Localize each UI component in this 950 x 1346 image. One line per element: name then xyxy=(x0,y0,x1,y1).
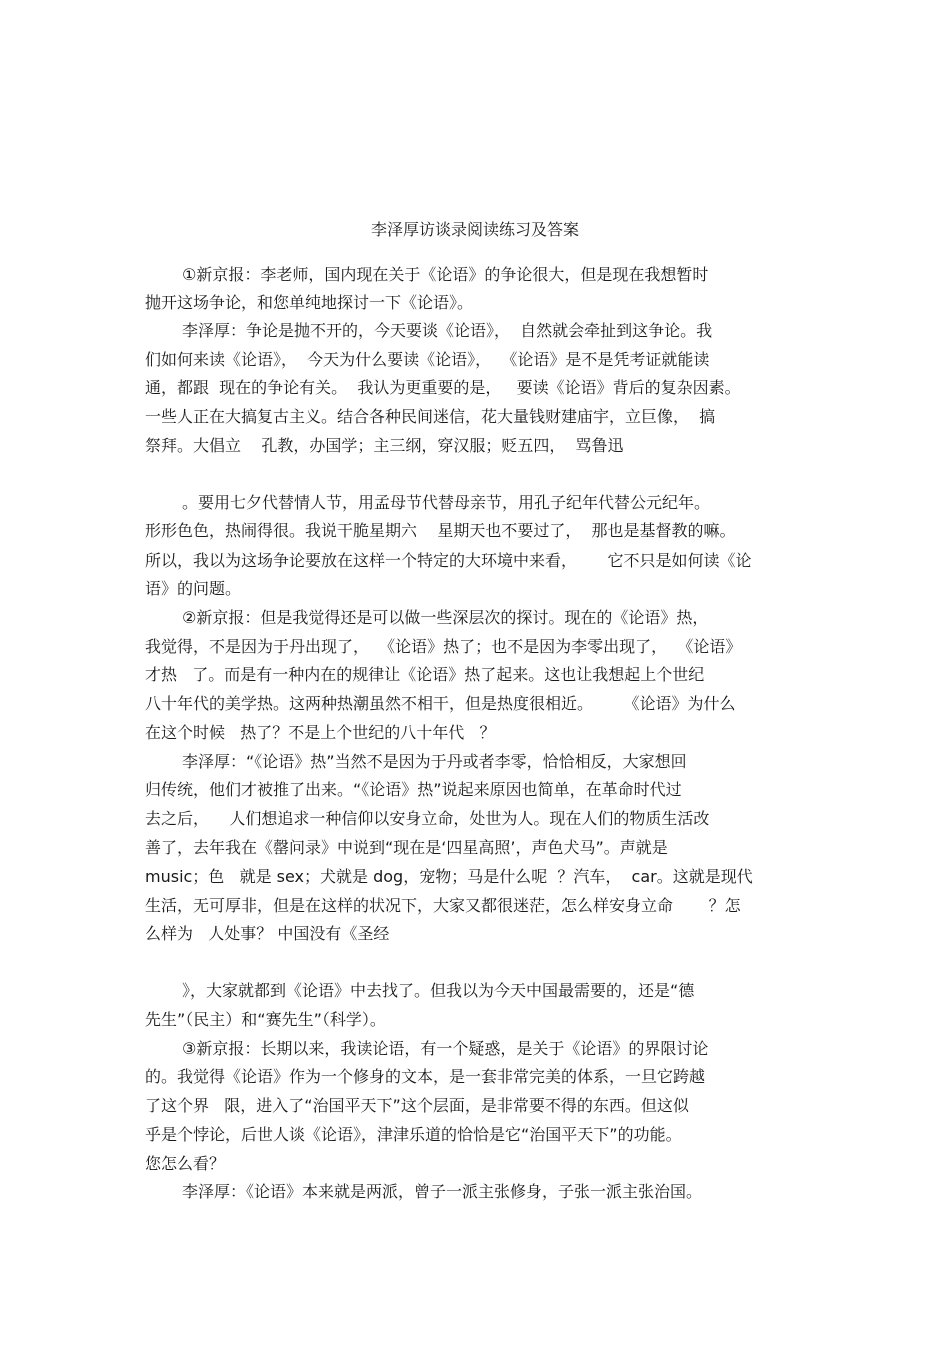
text-line: 去之后， 人们想追求一种信仰以安身立命，处世为人。现在人们的物质生活改 xyxy=(145,809,710,828)
text-line: 才热 了。而是有一种内在的规律让《论语》热了起来。这也让我想起上个世纪 xyxy=(145,665,705,684)
text-line: 们如何来读《论语》， 今天为什么要读《论语》， 《论语》是不是凭考证就能读 xyxy=(145,350,710,369)
text-line: 李泽厚：争论是抛不开的，今天要谈《论语》， 自然就会牵扯到这争论。我 xyxy=(182,321,713,340)
text-line: 通，都跟 现在的争论有关。 我认为更重要的是， 要读《论语》背后的复杂因素。 xyxy=(145,378,741,397)
text-line: 么样为 人处事？ 中国没有《圣经 xyxy=(145,924,390,943)
text-line: 》，大家就都到《论语》中去找了。但我以为今天中国最需要的，还是“德 xyxy=(182,981,695,1000)
text-line: 先生”（民主）和“赛先生”（科学）。 xyxy=(145,1010,386,1029)
text-line: 善了，去年我在《罄问录》中说到“现在是‘四星高照’，声色犬马”。声就是 xyxy=(145,838,668,857)
text-line: 祭拜。大倡立 孔教，办国学；主三纲，穿汉服；贬五四， 骂鲁迅 xyxy=(145,436,624,455)
text-line: music；色 就是 sex；犬就是 dog，宠物；马是什么呢 ？汽车， car。这就是现代 xyxy=(145,867,753,886)
text-line: ②新京报：但是我觉得还是可以做一些深层次的探讨。现在的《论语》热， xyxy=(182,608,709,627)
text-line: 在这个时候 热了？不是上个世纪的八十年代 ？ xyxy=(145,723,496,742)
text-line: 所以，我以为这场争论要放在这样一个特定的大环境中来看， 它不只是如何读《论 xyxy=(145,551,752,570)
text-line: 乎是个悖论，后世人谈《论语》，津津乐道的恰恰是它“治国平天下”的功能。 xyxy=(145,1125,682,1144)
text-line: 归传统，他们才被推了出来。“《论语》热”说起来原因也简单，在革命时代过 xyxy=(145,780,682,799)
text-line: 一些人正在大搞复古主义。结合各种民间迷信，花大量钱财建庙宇，立巨像， 搞 xyxy=(145,407,716,426)
text-line: 。要用七夕代替情人节，用孟母节代替母亲节，用孔子纪年代替公元纪年。 xyxy=(182,493,711,512)
text-line: 您怎么看？ xyxy=(145,1154,226,1173)
text-line: 形形色色，热闹得很。我说干脆星期六 星期天也不要过了， 那也是基督教的嘛。 xyxy=(145,521,736,540)
text-line: 李泽厚：《论语》本来就是两派，曾子一派主张修身，子张一派主张治国。 xyxy=(182,1182,703,1201)
text-line: ①新京报：李老师，国内现在关于《论语》的争论很大，但是现在我想暂时 xyxy=(182,265,709,284)
text-line: 生活，无可厚非，但是在这样的状况下，大家又都很迷茫，怎么样安身立命 ？怎 xyxy=(145,896,741,915)
text-line: 我觉得，不是因为于丹出现了， 《论语》热了；也不是因为李零出现了， 《论语》 xyxy=(145,637,742,656)
text-line: 李泽厚：“《论语》热”当然不是因为于丹或者李零，恰恰相反，大家想回 xyxy=(182,752,687,771)
text-line: 语》的问题。 xyxy=(145,579,242,598)
text-line: ③新京报：长期以来，我读论语，有一个疑惑，是关于《论语》的界限讨论 xyxy=(182,1039,709,1058)
text-line: 抛开这场争论，和您单纯地探讨一下《论语》。 xyxy=(145,293,474,312)
text-line: 八十年代的美学热。这两种热潮虽然不相干，但是热度很相近。 《论语》为什么 xyxy=(145,694,736,713)
text-line: 了这个界 限，进入了“治国平天下”这个层面，是非常要不得的东西。但这似 xyxy=(145,1096,689,1115)
document-title: 李泽厚访谈录阅读练习及答案 xyxy=(370,220,579,239)
text-line: 的。我觉得《论语》作为一个修身的文本，是一套非常完美的体系，一旦它跨越 xyxy=(145,1067,706,1086)
